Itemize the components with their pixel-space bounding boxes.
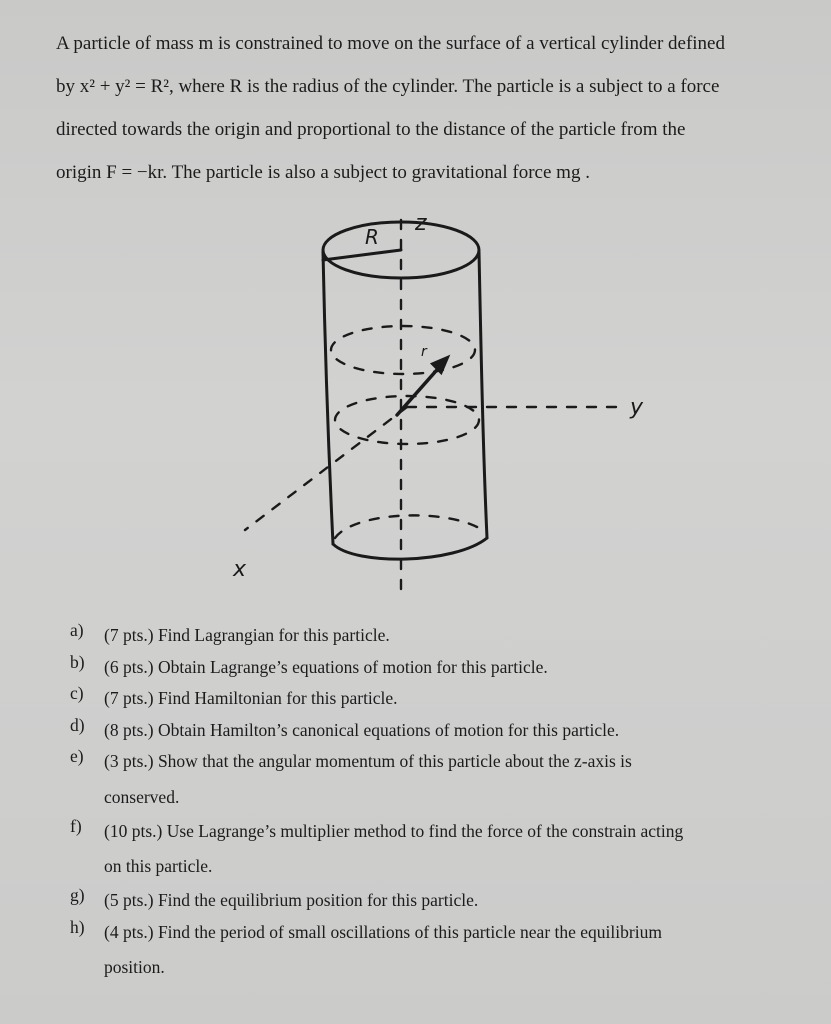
cylinder-right-side [479, 252, 487, 538]
label-rvec: r [421, 344, 427, 360]
question-letter: g) [70, 885, 85, 905]
question-text: (5 pts.) Find the equilibrium position for this particle. [104, 890, 479, 910]
x-axis [245, 407, 407, 530]
cylinder-diagram [225, 200, 675, 600]
question-letter: c) [70, 683, 84, 703]
intro-line-1: A particle of mass m is constrained to move on the surface of a vertical cylinder defined [56, 33, 725, 54]
cylinder-left-side [323, 252, 333, 544]
question-letter: b) [70, 651, 85, 672]
question-text: (10 pts.) Use Lagrange’s multiplier method to find the force of the constrain acting [104, 820, 684, 841]
question-b [70, 652, 792, 684]
question-g [70, 885, 792, 917]
question-list [70, 620, 792, 986]
intro-line-3: directed towards the origin and proportional to the distance of the particle from the [56, 119, 686, 140]
question-text: (6 pts.) Obtain Lagrange’s equations of motion for this particle. [104, 656, 548, 677]
radius-line [323, 250, 401, 260]
label-x: x [233, 557, 247, 582]
cylinder-bottom-back [335, 515, 485, 538]
question-letter: h) [70, 916, 85, 937]
label-r: R [365, 225, 379, 249]
cylinder-bottom-arc [333, 538, 487, 559]
question-d [70, 715, 792, 747]
middle-ellipse-upper [331, 326, 475, 374]
question-text-continued: on this particle. [104, 856, 213, 876]
problem-statement [56, 22, 788, 194]
question-text: (7 pts.) Find Hamiltonian for this particle. [104, 688, 398, 708]
question-letter: d) [70, 714, 85, 735]
question-text: (4 pts.) Find the period of small oscillations of this particle near the equilibrium [104, 921, 662, 942]
question-c [70, 683, 792, 715]
label-y: y [630, 395, 644, 420]
question-text: (3 pts.) Show that the angular momentum of this particle about the z-axis is [104, 751, 632, 771]
question-letter: e) [70, 746, 84, 766]
question-letter: f) [70, 815, 82, 836]
question-h [70, 917, 792, 987]
question-f [70, 816, 792, 886]
label-z: z [415, 211, 427, 236]
question-a [70, 620, 792, 652]
question-text: (8 pts.) Obtain Hamilton’s canonical equations of motion for this particle. [104, 719, 620, 740]
question-text-continued: conserved. [104, 786, 180, 807]
question-text: (7 pts.) Find Lagrangian for this particle. [104, 625, 390, 645]
question-text-continued: position. [104, 957, 165, 977]
question-letter: a) [70, 620, 84, 640]
intro-line-2: by x² + y² = R², where R is the radius of the cylinder. The particle is a subject to a force [56, 76, 720, 97]
intro-line-4: origin F = −kr. The particle is also a subject to gravitational force mg . [56, 162, 590, 183]
question-e [70, 746, 792, 816]
